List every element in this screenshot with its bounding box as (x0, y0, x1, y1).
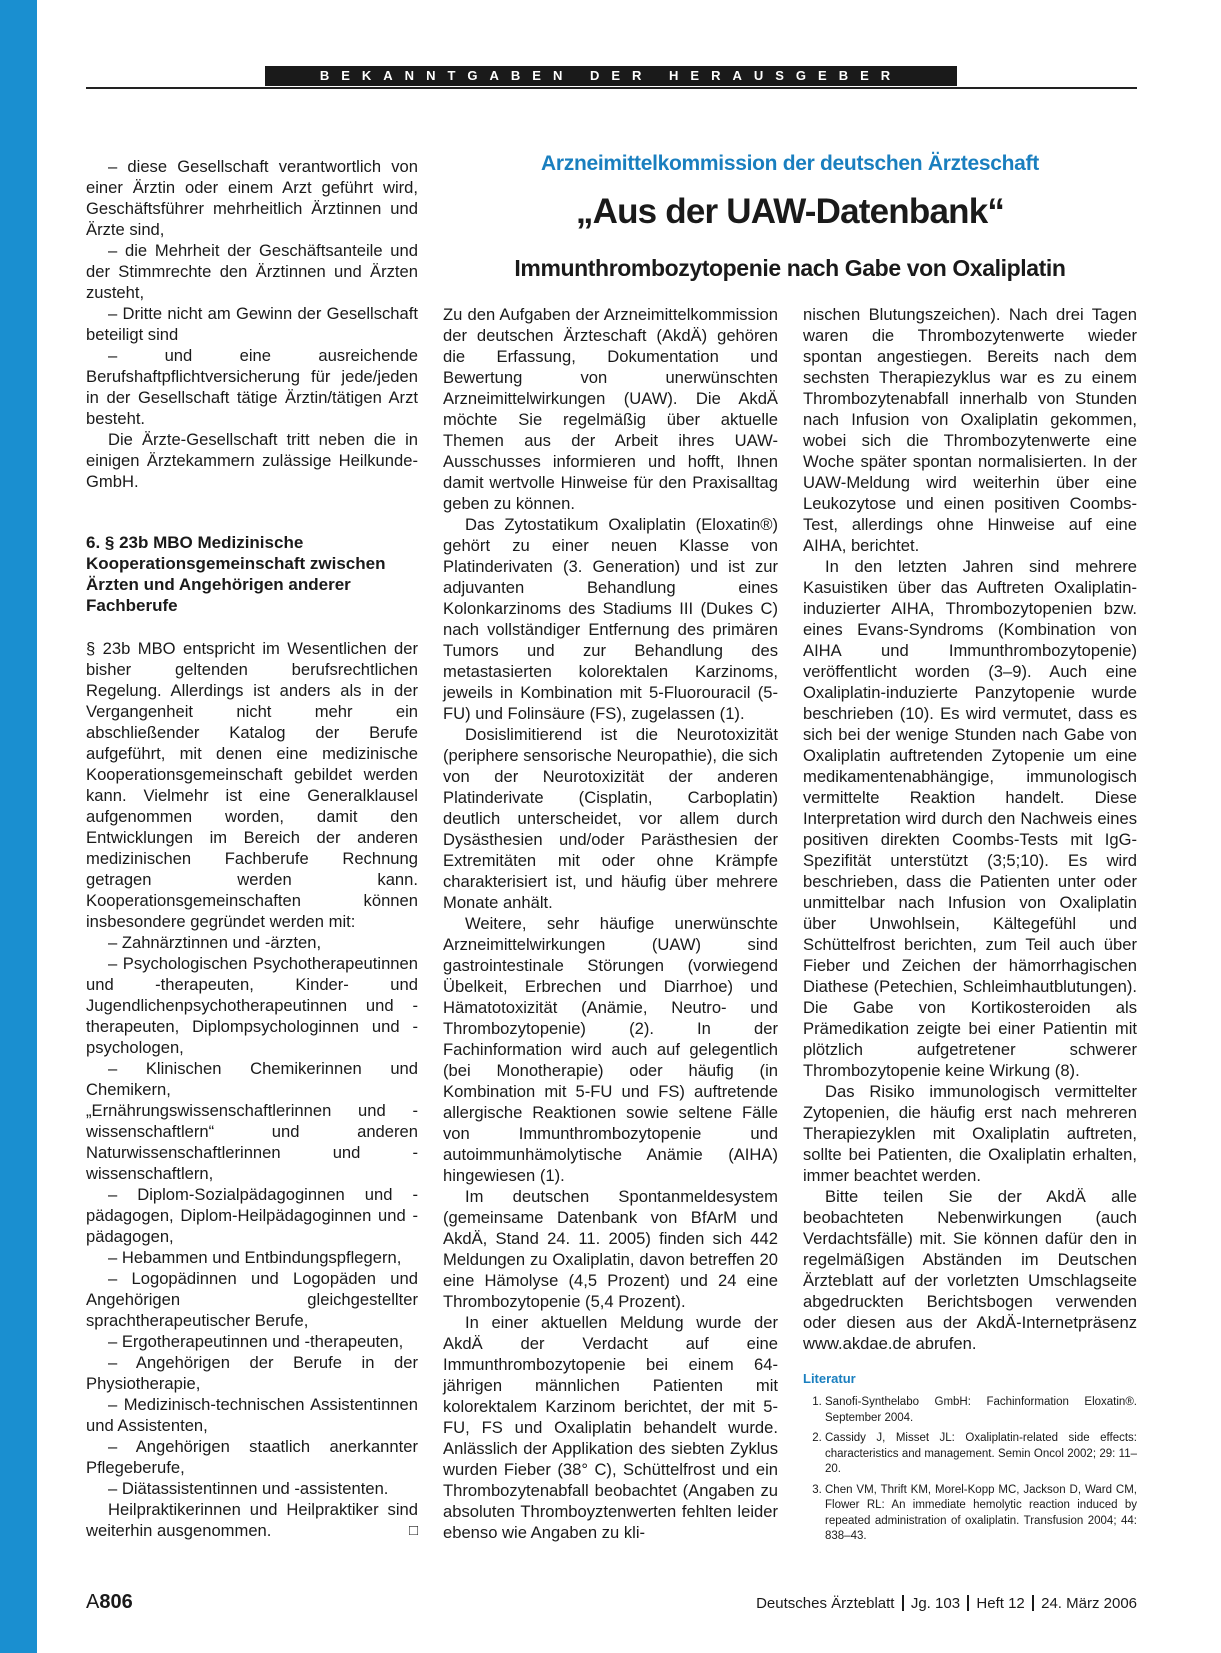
end-mark: □ (408, 1522, 418, 1539)
list-item: – diese Gesellschaft verantwortlich von einer Ärztin oder einem Arzt geführt wird, Geschäftsführer mehrheitlich Ärztinnen und Ärzte sind, (86, 157, 418, 239)
page-number (86, 1591, 133, 1614)
paragraph: § 23b MBO entspricht im Wesentlichen der bisher geltenden berufsrechtlichen Regelung. Allerdings ist anders als in der Vergangenheit nicht mehr ein abschließender Katalog der Berufe aufgeführt, mit denen eine medizinische Kooperationsgemeinschaft gebildet werden kann. Vielmehr ist eine Generalklausel aufgenommen worden, damit den Entwicklungen im Bereich der anderen medizinischen Fachberufe Rechnung getragen werden kann. Kooperationsgemeinschaften können insbesondere gegründet werden mit: (86, 639, 418, 931)
paragraph: In den letzten Jahren sind mehrere Kasuistiken über das Auftreten Oxaliplatin-induzierter AIHA, Thrombozytopenien bzw. eines Evans-Syndroms (Kombination von AIHA und Immunthrombozytopenie) veröffentlicht worden (3–9). Auch eine Oxaliplatin-induzierte Panzytopenie wurde beschrieben (10). Es wird vermutet, dass es sich bei der wenige Stunden nach Gabe von Oxaliplatin auftretenden Zytopenie um eine medikamentenabhängige, immunologisch vermittelte Reaktion handelt. Diese Interpretation wird durch den Nachweis eines positiven direkten Coombs-Tests mit IgG-Spezifität unterstützt (3;5;10). Es wird beschrieben, dass die Patienten unter oder unmittelbar nach Infusion von Oxaliplatin über Unwohlsein, Kältegefühl und Schüttelfrost berichten, zum Teil auch über Fieber und Zeichen der hämorrhagischen Diathese (Petechien, Schleimhautblutungen). Die Gabe von Kortikosteroiden als Prämedikation zeigte bei einer Patientin mit plötzlich aufgetretener schwerer Thrombozytopenie keine Wirkung (8). (803, 557, 1137, 1080)
paragraph: Weitere, sehr häufige unerwünschte Arzneimittelwirkungen (UAW) sind gastrointestinale Störungen (vorwiegend Übelkeit, Erbrechen und Diarrhoe) und Hämatotoxizität (Anämie, Neutro- und Thrombozytopenie) (2). In der Fachinformation wird auch auf gelegentlich (bei Monotherapie) oder häufig (in Kombination mit 5-FU und FS) auftretende allergische Reaktionen sowie seltene Fälle von Immunthrombozytopenie und autoimmunhämolytische Anämie (AIHA) hingewiesen (1). (443, 914, 778, 1185)
issue: Heft 12 (976, 1595, 1025, 1612)
section-heading: 6. § 23b MBO Medizinische Kooperationsgemeinschaft zwischen Ärzten und Angehörigen anderer Fachberufe (86, 533, 386, 615)
header-rule (86, 87, 1137, 89)
journal-name: Deutsches Ärzteblatt (756, 1595, 895, 1612)
paragraph: Bitte teilen Sie der AkdÄ alle beobachteten Nebenwirkungen (auch Verdachtsfälle) mit. Sie können dafür den in regelmäßigen Abständen im Deutschen Ärzteblatt auf der vorletzten Umschlagseite abgedruckten Berichtsbogen verwenden oder diesen aus der AkdÄ-Internetpräsenz www.akdae.de abrufen. (803, 1187, 1137, 1353)
paragraph: In einer aktuellen Meldung wurde der AkdÄ der Verdacht auf eine Immunthrombozytopenie bei einem 64-jährigen männlichen Patienten mit kolorektalem Karzinom berichtet, der mit 5-FU, FS und Oxaliplatin behandelt wurde. Anlässlich der Applikation des siebten Zyklus wurden Fieber (38° C), Schüttelfrost und ein Thrombozytenabfall beobachtet (Angaben zu absoluten Thromboyztenwerten fehlten leider ebenso wie Angaben zu kli- (443, 1313, 778, 1542)
list-item: – Angehörigen staatlich anerkannter Pflegeberufe, (86, 1437, 418, 1477)
page-number-value: 806 (99, 1591, 133, 1613)
section-header: BEKANNTGABEN DER HERAUSGEBER (265, 66, 957, 86)
reference-item: 1. Sanofi-Synthelabo GmbH: Fachinformation Eloxatin®. September 2004. (825, 1395, 1137, 1426)
paragraph: Im deutschen Spontanmeldesystem (gemeinsame Datenbank von BfArM und AkdÄ, Stand 24. 11. 2005) finden sich 442 Meldungen zu Oxaliplatin, davon betreffen 20 eine Hämolyse (4,5 Prozent) und 24 eine Thrombozytopenie (5,4 Prozent). (443, 1187, 778, 1311)
volume: Jg. 103 (910, 1595, 961, 1612)
column-right (803, 304, 1137, 1550)
list-item: – Zahnärztinnen und -ärzten, (108, 933, 322, 952)
list-item: – Diplom-Sozialpädagoginnen und -pädagogen, Diplom-Heilpädagoginnen und -pädagogen, (86, 1185, 418, 1246)
paragraph: Dosislimitierend ist die Neurotoxizität (periphere sensorische Neuropathie), die sich von der Neurotoxizität der anderen Platinderivate (Cisplatin, Carboplatin) deutlich unterscheidet, vor allem durch Dysästhesien und/oder Parästhesien der Extremitäten mit oder ohne Krämpfe charakterisiert ist, und häufig über mehrere Monate anhält. (443, 725, 778, 912)
article-title: „Aus der UAW-Datenbank“ (575, 192, 1005, 231)
separator (902, 1595, 904, 1611)
page-prefix: A (86, 1591, 100, 1613)
list-item: – die Mehrheit der Geschäftsanteile und der Stimmrechte den Ärztinnen und Ärzten zusteht, (86, 241, 418, 302)
paragraph: Das Zytostatikum Oxaliplatin (Eloxatin®) gehört zu einer neuen Klasse von Platinderivaten (3. Generation) und ist zur adjuvanten Behandlung eines Kolonkarzinoms des Stadiums III (Dukes C) nach vollständiger Entfernung des primären Tumors und zur Behandlung des metastasierten kolorektalen Karzinoms, jeweils in Kombination mit 5-Fluorouracil (5-FU) und Folinsäure (FS), zugelassen (1). (443, 515, 778, 723)
column-left (86, 156, 418, 1541)
paragraph: nischen Blutungszeichen). Nach drei Tagen waren die Thrombozytenwerte wieder spontan angestiegen. Bereits nach dem sechsten Therapiezyklus war es zu einem Thrombozytenabfall innerhalb von Stunden nach Infusion von Oxaliplatin gekommen, wobei sich die Thrombozytenwerte eine Woche später spontan normalisierten. In der UAW-Meldung wird weiterhin über eine Leukozytose und einen positiven Coombs-Test, allerdings ohne Hinweise auf eine AIHA, berichtet. (803, 305, 1137, 555)
paragraph: Das Risiko immunologisch vermittelter Zytopenien, die häufig erst nach mehreren Therapiezyklen mit Oxaliplatin auftreten, sollte bei Patienten, die Oxaliplatin erhalten, immer beachtet werden. (803, 1082, 1137, 1185)
separator (1032, 1595, 1034, 1611)
list-item: – und eine ausreichende Berufshaftpflichtversicherung für jede/jeden in der Gesellschaft tätige Ärztin/tätigen Arzt besteht. (86, 346, 418, 428)
paragraph: Die Ärzte-Gesellschaft tritt neben die in einigen Ärztekammern zulässige Heilkunde-GmbH. (86, 430, 418, 491)
list-item: – Klinischen Chemikerinnen und Chemikern, „Ernährungswissenschaftlerinnen und -wissenschaftlern“ und anderen Naturwissenschaftlerinnen und -wissenschaftlern, (86, 1059, 418, 1183)
paragraph (86, 1499, 418, 1541)
separator (967, 1595, 969, 1611)
left-color-bar (0, 0, 37, 1653)
list-item: – Hebammen und Entbindungspflegern, (108, 1248, 402, 1267)
reference-item: 3. Chen VM, Thrift KM, Morel-Kopp MC, Jackson D, Ward CM, Flower RL: An immediate hemolytic reaction induced by repeated administration of oxaliplatin. Transfusion 2004; 44: 838–43. (825, 1483, 1137, 1545)
paragraph: Zu den Aufgaben der Arzneimittelkommission der deutschen Ärzteschaft (AkdÄ) gehören die Erfassung, Dokumentation und Bewertung von unerwünschten Arzneimittelwirkungen (UAW). Die AkdÄ möchte Sie regelmäßig über aktuelle Themen aus der Arbeit ihres UAW-Ausschusses informieren und hofft, Ihnen damit wertvolle Hinweise für den Praxisalltag geben zu können. (443, 305, 778, 513)
reference-list (803, 1395, 1137, 1545)
list-item: – Logopädinnen und Logopäden und Angehörigen gleichgestellter sprachtherapeutischer Berufe, (86, 1269, 418, 1330)
article-kicker: Arzneimittelkommission der deutschen Ärzteschaft (541, 152, 1039, 175)
list-item: – Psychologischen Psychotherapeutinnen und -therapeuten, Kinder- und Jugendlichenpsychotherapeutinnen und -therapeuten, Diplompsychologinnen und -psychologen, (86, 954, 418, 1057)
final-sentence: Heilpraktikerinnen und Heilpraktiker sind weiterhin ausgenommen. (86, 1500, 418, 1540)
literature-heading: Literatur (803, 1371, 856, 1386)
publication-info (756, 1595, 1137, 1612)
list-item: – Diätassistentinnen und -assistenten. (108, 1479, 389, 1498)
list-item: – Dritte nicht am Gewinn der Gesellschaft beteiligt sind (86, 304, 418, 344)
list-item: – Medizinisch-technischen Assistentinnen und Assistenten, (86, 1395, 418, 1435)
list-item: – Angehörigen der Berufe in der Physiotherapie, (86, 1353, 418, 1393)
article-subtitle: Immunthrombozytopenie nach Gabe von Oxaliplatin (514, 255, 1066, 281)
list-item: – Ergotherapeutinnen und -therapeuten, (108, 1332, 404, 1351)
issue-date: 24. März 2006 (1041, 1595, 1137, 1612)
reference-item: 2. Cassidy J, Misset JL: Oxaliplatin-related side effects: characteristics and management. Semin Oncol 2002; 29: 11–20. (825, 1431, 1137, 1478)
column-middle (443, 304, 778, 1543)
